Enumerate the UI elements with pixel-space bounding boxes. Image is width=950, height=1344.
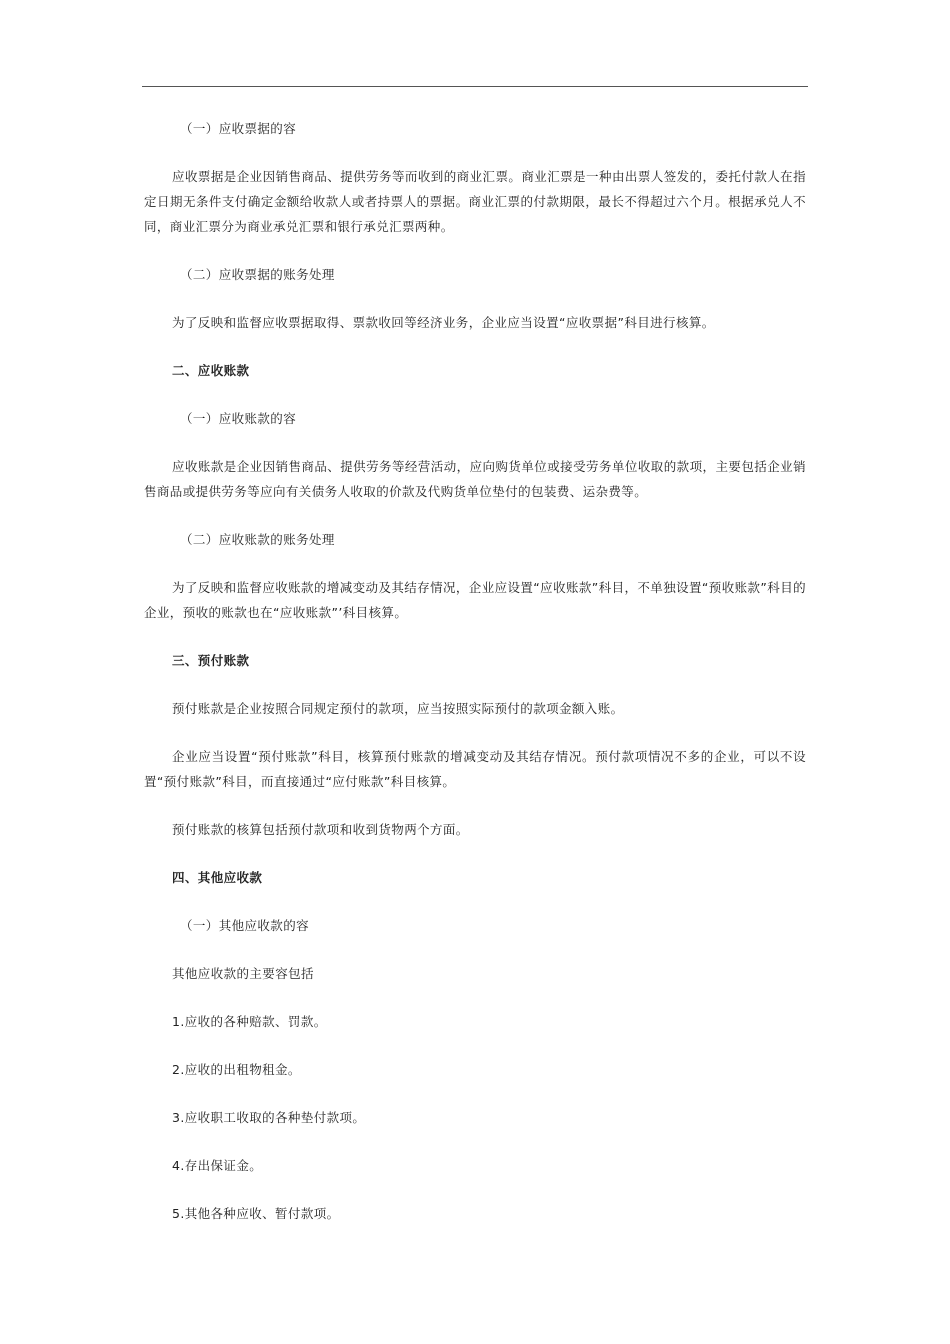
paragraph-prepayments-scope: 预付账款的核算包括预付款项和收到货物两个方面。 (172, 822, 469, 837)
list-item: 3.应收职工收取的各种垫付款项。 (172, 1110, 366, 1125)
header-rule (142, 86, 808, 87)
heading-prepayments: 三、预付账款 (172, 653, 250, 668)
heading-other-receivables: 四、其他应收款 (172, 870, 263, 885)
subheading-other-receivables-content: （一）其他应收款的容 (180, 918, 310, 933)
paragraph-notes-receivable-definition: 应收票据是企业因销售商品、提供劳务等而收到的商业汇票。商业汇票是一种由出票人签发的，委托付款人在指定日期无条件支付确定金额给收款人或者持票人的票据。商业汇票的付款期限，最长不得超过六个月。根据承兑人不同，商业汇票分为商业承兑汇票和银行承兑汇票两种。 (144, 169, 806, 234)
heading-accounts-receivable: 二、应收账款 (172, 363, 250, 378)
subheading-notes-receivable-content: （一）应收票据的容 (180, 121, 297, 136)
paragraph-notes-receivable-accounting: 为了反映和监督应收票据取得、票款收回等经济业务，企业应当设置“应收票据”科目进行核算。 (172, 315, 715, 330)
list-item: 2.应收的出租物租金。 (172, 1062, 301, 1077)
list-item: 5.其他各种应收、暂付款项。 (172, 1206, 340, 1221)
subheading-notes-receivable-accounting: （二）应收票据的账务处理 (180, 267, 335, 282)
paragraph-accounts-receivable-accounting: 为了反映和监督应收账款的增减变动及其结存情况，企业应设置“应收账款”科目，不单独设置“预收账款”科目的企业，预收的账款也在“应收账款”’科目核算。 (144, 580, 806, 620)
paragraph-prepayments-definition: 预付账款是企业按照合同规定预付的款项，应当按照实际预付的款项金额入账。 (172, 701, 624, 716)
paragraph-other-receivables-intro: 其他应收款的主要容包括 (172, 966, 314, 981)
document-body (144, 116, 806, 1226)
list-item: 1.应收的各种赔款、罚款。 (172, 1014, 327, 1029)
paragraph-prepayments-accounting: 企业应当设置“预付账款”科目，核算预付账款的增减变动及其结存情况。预付款项情况不多的企业，可以不设置“预付账款”科目，而直接通过“应付账款”科目核算。 (144, 749, 806, 789)
subheading-accounts-receivable-content: （一）应收账款的容 (180, 411, 297, 426)
list-item: 4.存出保证金。 (172, 1158, 263, 1173)
paragraph-accounts-receivable-definition: 应收账款是企业因销售商品、提供劳务等经营活动，应向购货单位或接受劳务单位收取的款项，主要包括企业销售商品或提供劳务等应向有关债务人收取的价款及代购货单位垫付的包装费、运杂费等。 (144, 459, 806, 499)
subheading-accounts-receivable-accounting: （二）应收账款的账务处理 (180, 532, 335, 547)
